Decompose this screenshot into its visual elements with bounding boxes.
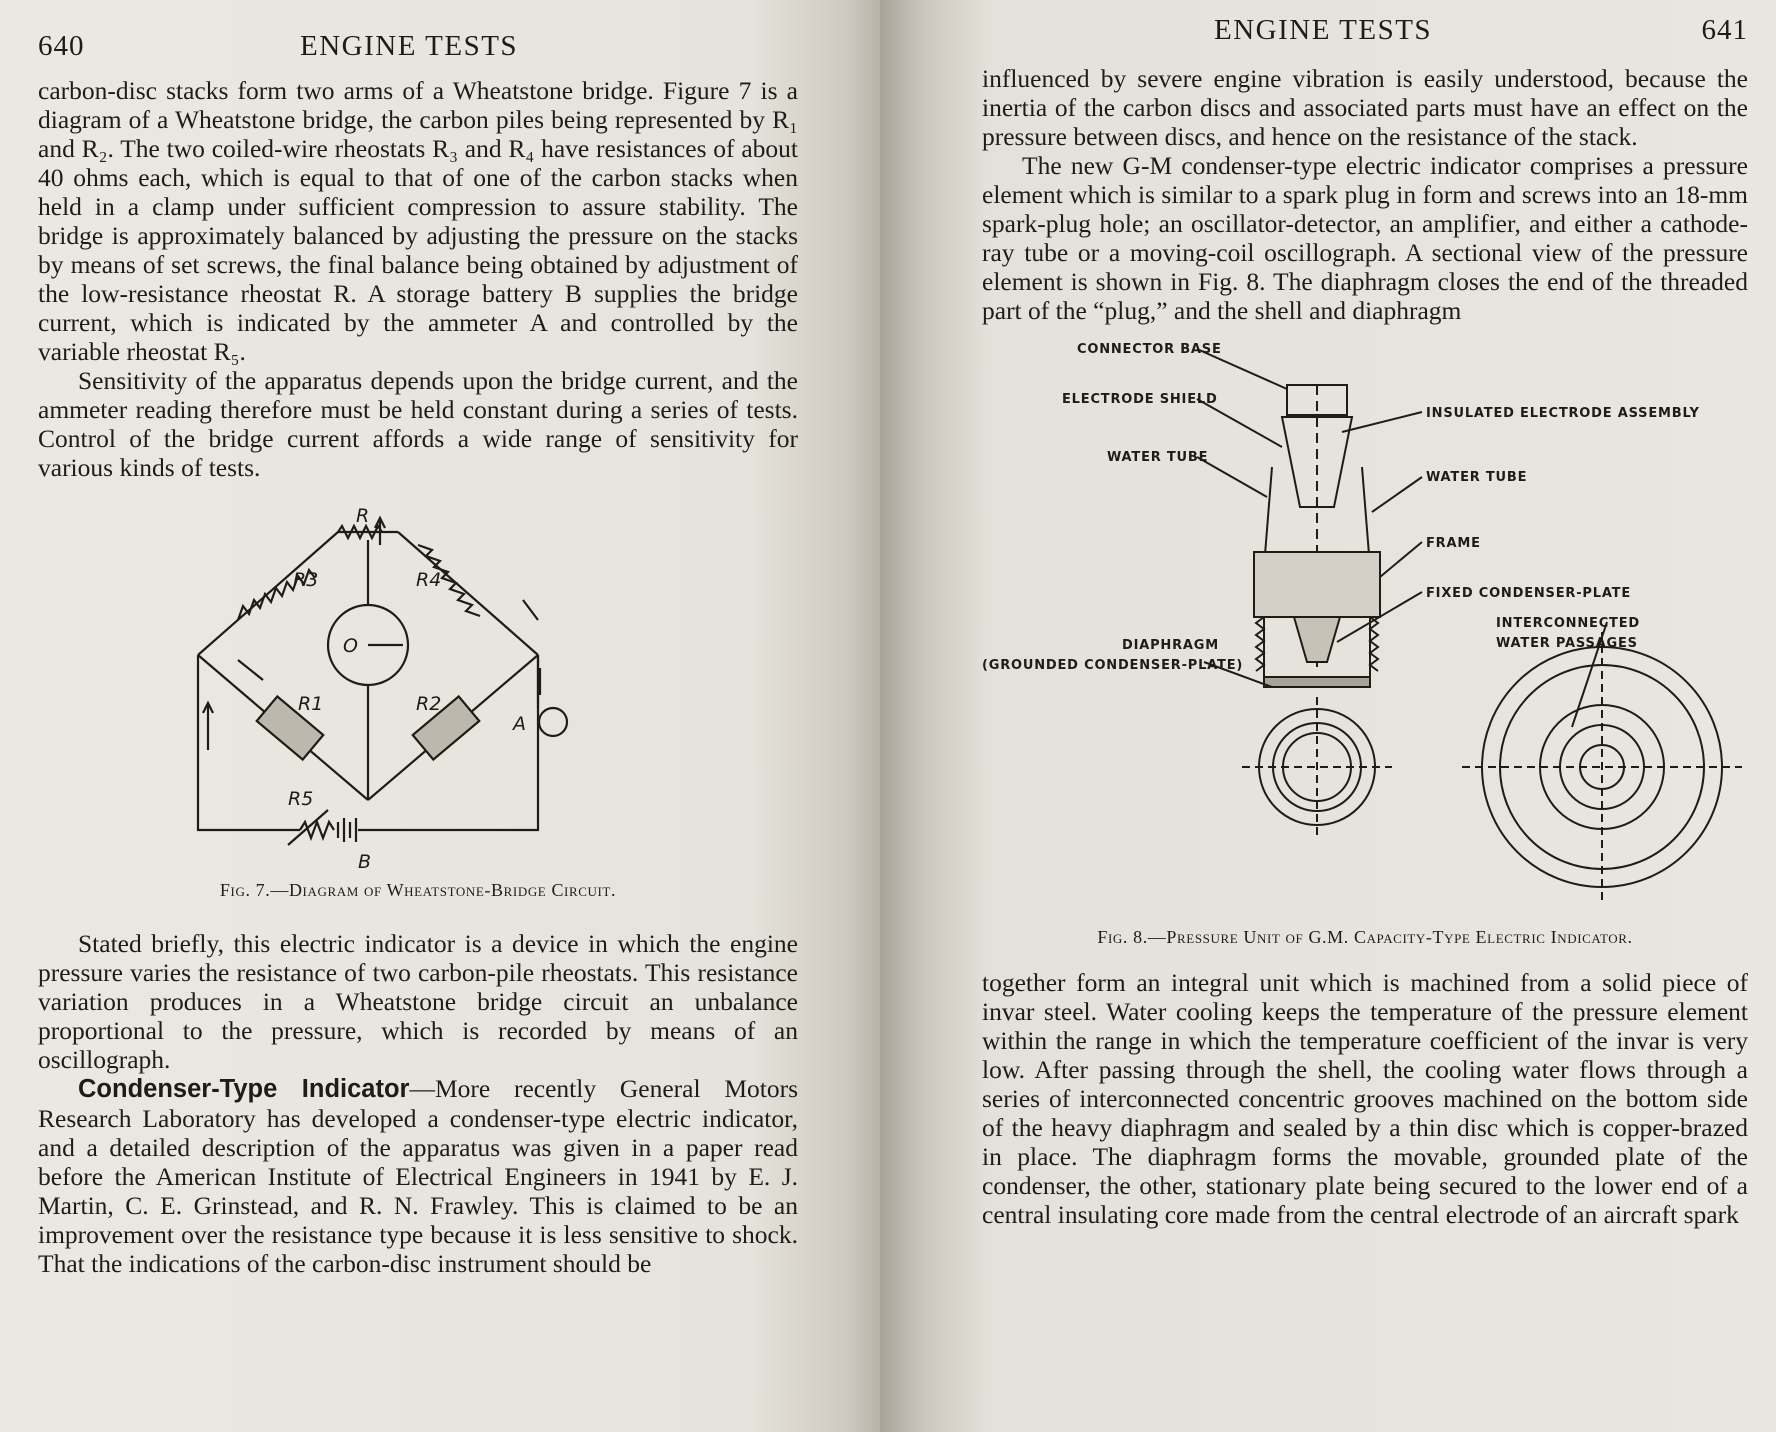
label-r2: R2 bbox=[416, 693, 442, 715]
electrode-shield bbox=[1282, 417, 1352, 507]
label-insulated-electrode: INSULATED ELECTRODE ASSEMBLY bbox=[1426, 406, 1700, 421]
running-title-right: ENGINE TESTS bbox=[1214, 14, 1433, 46]
running-head-right bbox=[982, 14, 1748, 64]
right-paragraph-1: influenced by severe engine vibration is easily understood, because the inertia of the carbon discs and associated parts must have an effect on the pressure between discs, and hence on the resistance of the stack. bbox=[982, 64, 1748, 151]
figure-8-caption: Fig. 8.—Pressure Unit of G.M. Capacity-Type Electric Indicator. bbox=[1097, 927, 1633, 947]
label-a: A bbox=[513, 713, 526, 735]
label-r4: R4 bbox=[416, 569, 442, 591]
figure-7-caption: Fig. 7.—Diagram of Wheatstone-Bridge Circuit. bbox=[219, 880, 617, 900]
right-paragraph-3: together form an integral unit which is machined from a solid piece of invar steel. Water cooling keeps the temperature of the pressure element within the range in which the temperature coefficient of the invar is very low. After passing through the shell, the cooling water flows through a series of interconnected concentric grooves machined on the bottom side of the heavy diaphragm and sealed by a thin disc which is copper-brazed in place. The diaphragm forms the movable, grounded plate of the condenser, the other, stationary plate being secured to the lower end of a central insulating core made from the central electrode of an aircraft spark bbox=[982, 968, 1748, 1229]
frame bbox=[1254, 552, 1380, 617]
label-interconnected: INTERCONNECTED bbox=[1496, 616, 1640, 631]
label-o: O bbox=[343, 635, 358, 657]
label-electrode-shield: ELECTRODE SHIELD bbox=[1062, 392, 1218, 407]
label-water-tube-right: WATER TUBE bbox=[1426, 470, 1528, 485]
running-head-left bbox=[38, 30, 798, 76]
left-paragraph-4 bbox=[38, 1074, 798, 1278]
label-r: R bbox=[356, 505, 370, 527]
pressure-unit-diagram bbox=[982, 337, 1748, 927]
label-fixed-plate: FIXED CONDENSER-PLATE bbox=[1426, 586, 1632, 601]
label-r3: R3 bbox=[293, 569, 319, 591]
label-water-passages: WATER PASSAGES bbox=[1496, 636, 1638, 651]
right-page bbox=[880, 0, 1776, 1432]
fixed-condenser-plate bbox=[1294, 617, 1340, 662]
left-page bbox=[0, 0, 880, 1432]
label-b: B bbox=[358, 851, 372, 873]
right-paragraph-2: The new G-M condenser-type electric indicator comprises a pressure element which is similar to a spark plug in form and screws into an 18-mm spark-plug hole; an oscillator-detector, an amplifier, and either a cathode-ray tube or a moving-coil oscillograph. A sectional view of the pressure element is shown in Fig. 8. The diaphragm closes the end of the threaded part of the “plug,” and the shell and diaphragm bbox=[982, 151, 1748, 325]
wire-r4 bbox=[398, 532, 538, 655]
figure-7 bbox=[38, 500, 798, 901]
left-paragraph-1: carbon-disc stacks form two arms of a Wheatstone bridge. Figure 7 is a diagram of a Wheatstone bridge, the carbon piles being represented by R₁ and R₂. The two coiled-wire rheostats R₃ and R₄ have resistances of about 40 ohms each, which is equal to that of one of the carbon stacks when held in a clamp under sufficient compression to assure stability. The bridge is approximately balanced by adjusting the pressure on the stacks by means of set screws, the final balance being obtained by adjustment of the low-resistance rheostat R. A storage battery B supplies the bridge current, which is indicated by the ammeter A and controlled by the variable rheostat R₅. bbox=[38, 76, 798, 366]
ammeter-a bbox=[539, 708, 567, 736]
left-paragraph-3: Stated briefly, this electric indicator is a device in which the engine pressure varies the resistance of two carbon-pile rheostats. This resistance variation produces in a Wheatstone bridge circuit an unbalance proportional to the pressure, which is recorded by means of an oscillograph. bbox=[38, 929, 798, 1074]
label-r1: R1 bbox=[298, 693, 324, 715]
running-title-left: ENGINE TESTS bbox=[300, 30, 519, 62]
section-heading-condenser-type: Condenser-Type Indicator bbox=[78, 1075, 410, 1103]
label-grounded-plate: (GROUNDED CONDENSER-PLATE) bbox=[982, 658, 1244, 673]
label-water-tube-left: WATER TUBE bbox=[1107, 450, 1209, 465]
label-diaphragm: DIAPHRAGM bbox=[1122, 638, 1219, 653]
figure-8 bbox=[982, 337, 1748, 948]
wire-left bbox=[198, 655, 283, 830]
label-connector-base: CONNECTOR BASE bbox=[1077, 342, 1222, 357]
battery-b bbox=[338, 818, 356, 842]
left-paragraph-2: Sensitivity of the apparatus depends upon the bridge current, and the ammeter reading therefore must be held constant during a series of tests. Control of the bridge current affords a wide range of sensitivity for various kinds of tests. bbox=[38, 366, 798, 482]
wheatstone-bridge-diagram bbox=[38, 500, 798, 880]
left-paragraph-4-text: —More recently General Motors Research Laboratory has developed a condenser-type electric indicator, and a detailed description of the apparatus was given in a paper read before the American Institute of Electrical Engineers in 1941 by E. J. Martin, C. E. Grinstead, and R. N. Frawley. This is claimed to be an improvement over the resistance type because it is less sensitive to shock. That the indications of the carbon-disc instrument should be bbox=[38, 1074, 798, 1278]
diaphragm bbox=[1264, 677, 1370, 687]
label-frame: FRAME bbox=[1426, 536, 1481, 551]
page-number-right: 641 bbox=[1701, 14, 1748, 46]
label-r5: R5 bbox=[288, 788, 314, 810]
wire-r3 bbox=[198, 532, 338, 655]
page-number-left: 640 bbox=[38, 30, 85, 62]
